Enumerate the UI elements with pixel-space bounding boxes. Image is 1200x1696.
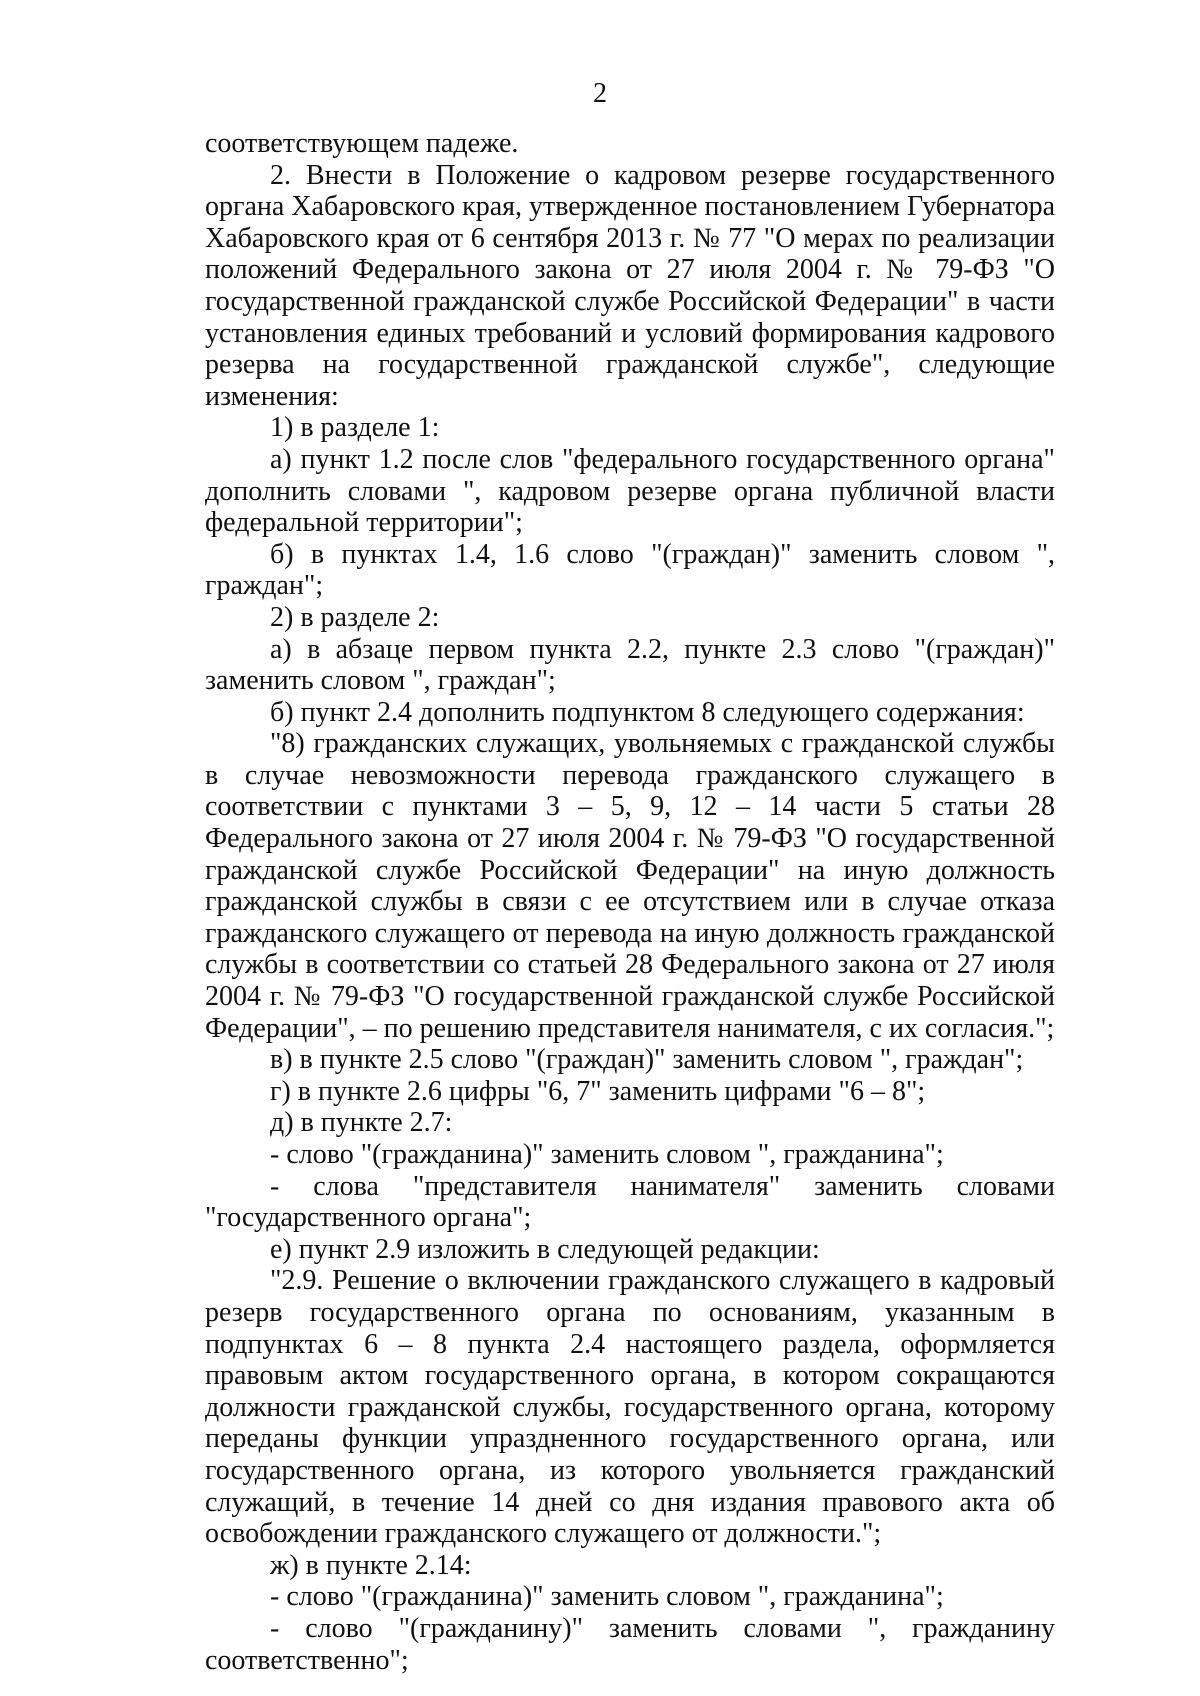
paragraph: д) в пункте 2.7: (270, 1107, 453, 1139)
paragraph: а) пункт 1.2 после слов "федерального государственного органа" дополнить словами ", кадровом резерве органа публичной власти федеральной территории"; (205, 443, 1055, 539)
paragraph: ж) в пункте 2.14: (270, 1549, 472, 1581)
paragraph: г) в пункте 2.6 цифры "6, 7" заменить цифрами "6 – 8"; (270, 1075, 926, 1107)
paragraph: б) пункт 2.4 дополнить подпунктом 8 следующего содержания: (270, 696, 1025, 728)
paragraph: а) в абзаце первом пункта 2.2, пункте 2.3 слово "(граждан)" заменить словом ", граждан"; (205, 633, 1055, 697)
page-number: 2 (593, 78, 607, 109)
paragraph: б) в пунктах 1.4, 1.6 слово "(граждан)" заменить словом ", граждан"; (205, 538, 1055, 602)
paragraph: 2. Внести в Положение о кадровом резерве государственного органа Хабаровского края, утвержденное постановлением Губернатора Хабаровского края от 6 сентября 2013 г. № 77 "О мерах по реализации положений Федерального закона от 27 июля 2004 г. № 79-ФЗ "О государственной гражданской службе Российской Федерации" в части установления единых требований и условий формирования кадрового резерва на государственной гражданской службе", следующие изменения: (205, 159, 1055, 412)
paragraph: - слово "(гражданину)" заменить словами ", гражданину соответственно"; (205, 1612, 1055, 1676)
paragraph: 1) в разделе 1: (270, 412, 440, 444)
paragraph: "8) гражданских служащих, увольняемых с гражданской службы в случае невозможности перевода гражданского служащего в соответствии с пунктами 3 – 5, 9, 12 – 14 части 5 статьи 28 Федерального закона от 27 июля 2004 г. № 79-ФЗ "О государственной гражданской службе Российской Федерации" на иную должность гражданской службы в связи с ее отсутствием или в случае отказа гражданского служащего от перевода на иную должность гражданской службы в соответствии со статьей 28 Федерального закона от 27 июля 2004 г. № 79-ФЗ "О государственной гражданской службе Российской Федерации", – по решению представителя нанимателя, с их согласия."; (205, 728, 1055, 1044)
paragraph: е) пункт 2.9 изложить в следующей редакции: (270, 1233, 820, 1265)
paragraph: - слово "(гражданина)" заменить словом ", гражданина"; (270, 1139, 944, 1170)
paragraph: соответствующем падеже. (205, 128, 519, 159)
paragraph: 2) в разделе 2: (270, 601, 440, 633)
paragraph: - слово "(гражданина)" заменить словом ", гражданина"; (270, 1581, 944, 1613)
paragraph: в) в пункте 2.5 слово "(граждан)" заменить словом ", граждан"; (270, 1044, 1024, 1076)
document-body (205, 128, 1055, 1676)
paragraph: "2.9. Решение о включении гражданского служащего в кадровый резерв государственного органа по основаниям, указанным в подпунктах 6 – 8 пункта 2.4 настоящего раздела, оформляется правовым актом государственного органа, в котором сокращаются должности гражданской службы, государственного органа, которому переданы функции упраздненного государственного органа, или государственного органа, из которого увольняется гражданский служащий, в течение 14 дней со дня издания правового акта об освобождении гражданского служащего от должности."; (205, 1265, 1055, 1550)
paragraph: - слова "представителя нанимателя" заменить словами "государственного органа"; (205, 1170, 1055, 1234)
